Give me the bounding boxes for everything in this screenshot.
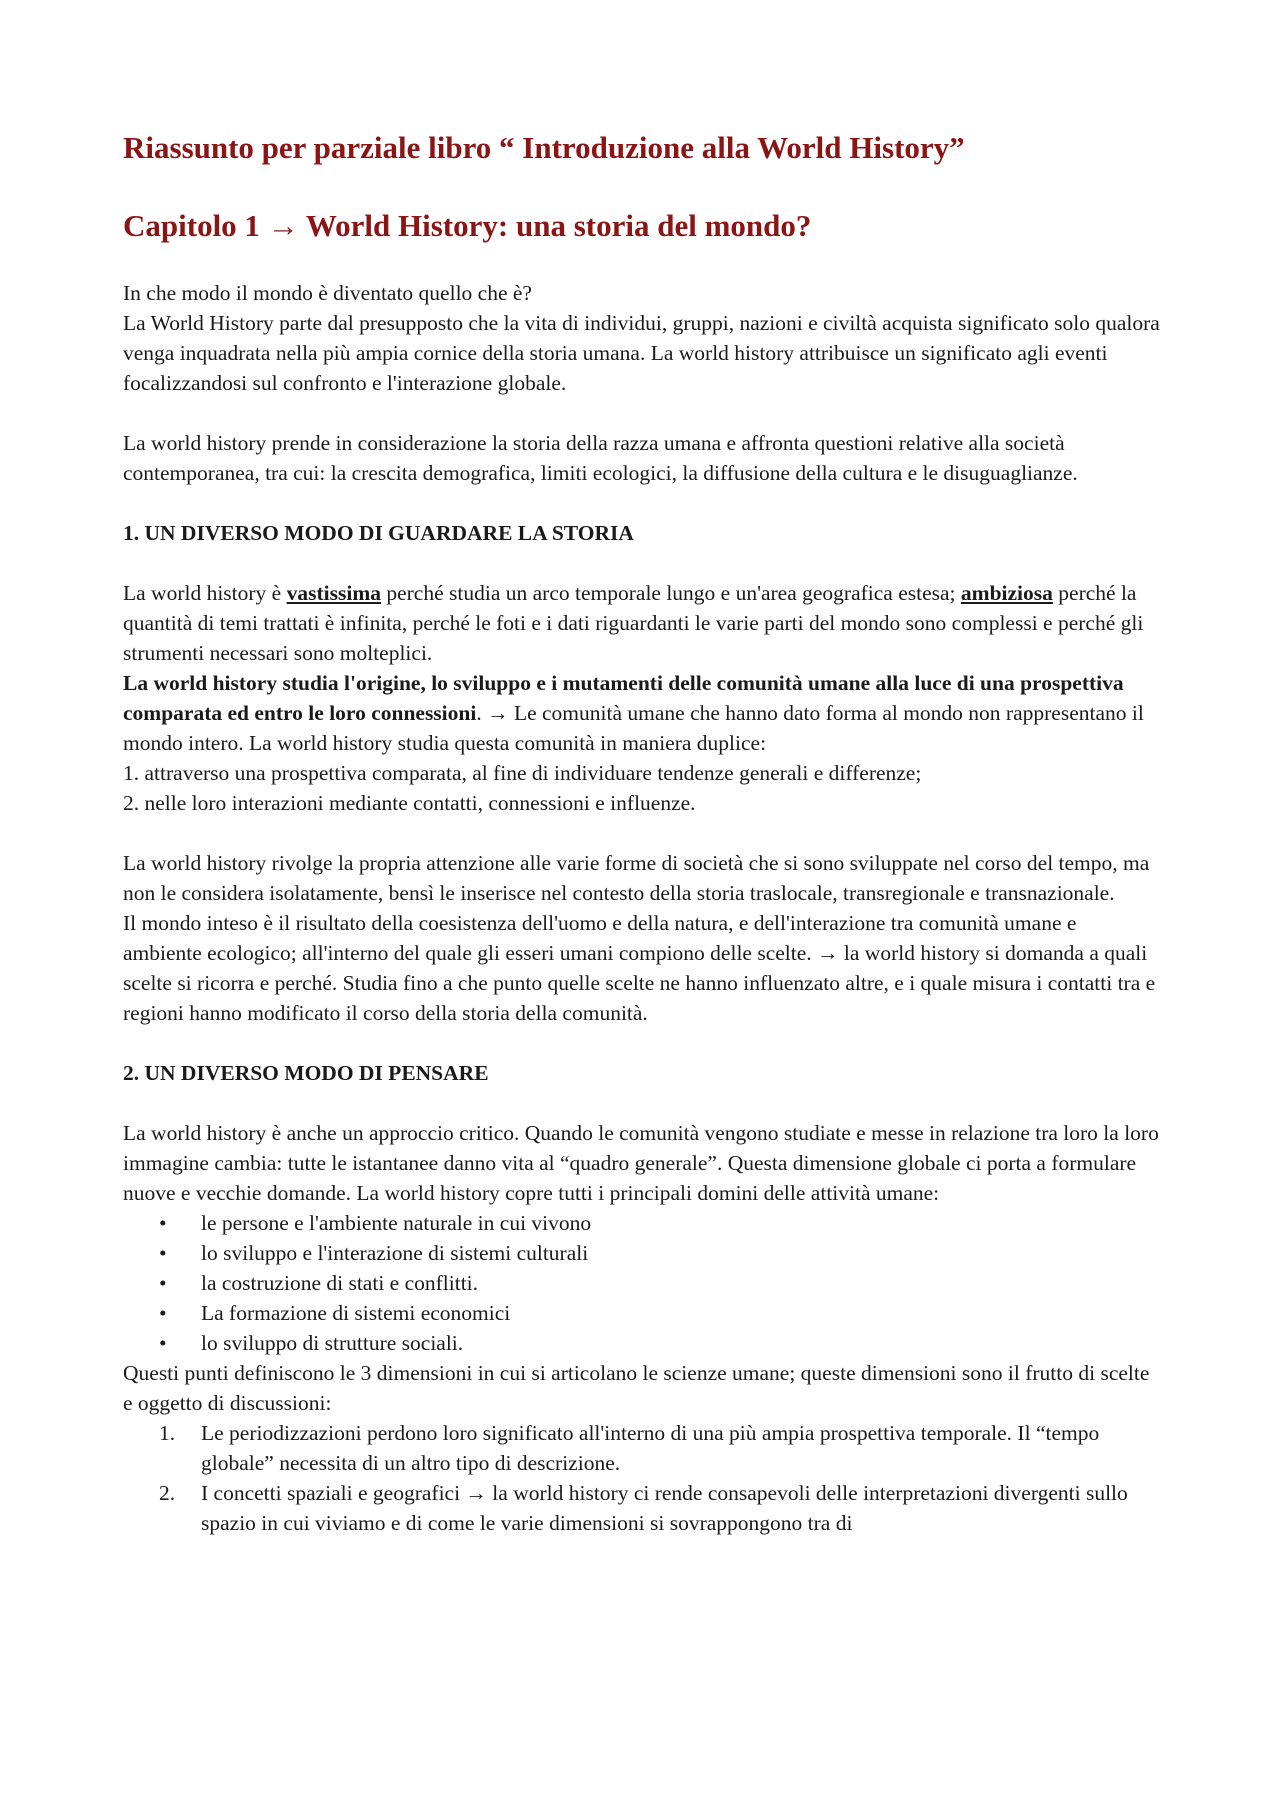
numbered-item [159, 1478, 1160, 1538]
item-number: 2. [159, 1481, 176, 1505]
list-item [159, 1208, 1160, 1238]
numbered-item-text: Le periodizzazioni perdono loro significato all'interno di una più ampia prospettiva temporale. Il “tempo globale” necessita di un altro tipo di descrizione. [201, 1421, 1100, 1475]
list-item [159, 1328, 1160, 1358]
numbered-list [123, 1418, 1160, 1538]
item-number: 1. [159, 1421, 176, 1445]
keyword-ambiziosa: ambiziosa [960, 581, 1053, 605]
keyword-vastissima: vastissima [286, 581, 381, 605]
bullet-icon: • [159, 1211, 167, 1235]
list-item-text: le persone e l'ambiente naturale in cui vivono [201, 1211, 592, 1235]
list-item-text: lo sviluppo e l'interazione di sistemi culturali [201, 1241, 589, 1265]
section-1-paragraph-a [123, 578, 1160, 668]
section-1-item-2: 2. nelle loro interazioni mediante contatti, connessioni e influenze. [123, 791, 696, 815]
section-2-heading: 2. UN DIVERSO MODO DI PENSARE [123, 1061, 489, 1085]
bullet-icon: • [159, 1241, 167, 1265]
text-run: perché la quantità di temi trattati è infinita, perché le foti e i dati riguardanti le varie parti del mondo sono complessi e perché gli strumenti necessari sono molteplici. [123, 581, 1144, 665]
intro-question: In che modo il mondo è diventato quello che è? [123, 281, 532, 305]
text-run: La world history è [123, 581, 287, 605]
intro-paragraph-1: La World History parte dal presupposto che la vita di individui, gruppi, nazioni e civiltà acquista significato solo qualora venga inquadrata nella più ampia cornice della storia umana. La world history attribuisce un significato agli eventi focalizzandosi sul confronto e l'interazione globale. [123, 311, 1160, 395]
section-1-heading: 1. UN DIVERSO MODO DI GUARDARE LA STORIA [123, 521, 634, 545]
section-1-paragraph-d: Il mondo inteso è il risultato della coesistenza dell'uomo e della natura, e dell'interazione tra comunità umane e ambiente ecologico; all'interno del quale gli esseri umani compiono delle scelte. → la world history si domanda a quali scelte si ricorra e perché. Studia fino a che punto quelle scelte ne hanno influenzato altre, e i quale misura i contatti tra e regioni hanno modificato il corso della storia della comunità. [123, 911, 1156, 1025]
text-run: . → Le comunità umane che hanno dato forma al mondo non rappresentano il mondo intero. La world history studia questa comunità in maniera duplice: [123, 701, 1144, 755]
list-item [159, 1268, 1160, 1298]
bullet-icon: • [159, 1331, 167, 1355]
section-1-item-1: 1. attraverso una prospettiva comparata, al fine di individuare tendenze generali e differenze; [123, 761, 922, 785]
section-2-paragraph-b: Questi punti definiscono le 3 dimensioni in cui si articolano le scienze umane; queste dimensioni sono il frutto di scelte e oggetto di discussioni: [123, 1361, 1150, 1415]
text-run: perché studia un arco temporale lungo e un'area geografica estesa; [380, 581, 961, 605]
section-1-paragraph-c: La world history rivolge la propria attenzione alle varie forme di società che si sono sviluppate nel corso del tempo, ma non le considera isolatamente, bensì le inserisce nel contesto della storia traslocale, transregionale e transnazionale. [123, 851, 1150, 905]
numbered-item [159, 1418, 1160, 1478]
bullet-icon: • [159, 1301, 167, 1325]
intro-paragraph-2: La world history prende in considerazione la storia della razza umana e affronta questioni relative alla società contemporanea, tra cui: la crescita demografica, limiti ecologici, la diffusione della cultura e le disuguaglianze. [123, 431, 1078, 485]
list-item-text: lo sviluppo di strutture sociali. [201, 1331, 464, 1355]
list-item [159, 1298, 1160, 1328]
bullet-icon: • [159, 1271, 167, 1295]
list-item [159, 1238, 1160, 1268]
section-2-paragraph-a: La world history è anche un approccio critico. Quando le comunità vengono studiate e messe in relazione tra loro la loro immagine cambia: tutte le istantanee danno vita al “quadro generale”. Questa dimensione globale ci porta a formulare nuove e vecchie domande. La world history copre tutti i principali domini delle attività umane: [123, 1121, 1159, 1205]
numbered-item-text: I concetti spaziali e geografici → la world history ci rende consapevoli delle interpretazioni divergenti sullo spazio in cui viviamo e di come le varie dimensioni si sovrappongono tra di [201, 1481, 1128, 1535]
bullet-list [123, 1208, 1160, 1358]
chapter-title: Capitolo 1 → World History: una storia del mondo? [123, 208, 812, 243]
list-item-text: La formazione di sistemi economici [201, 1301, 511, 1325]
section-1-paragraph-b [123, 668, 1160, 758]
document-title: Riassunto per parziale libro “ Introduzione alla World History” [123, 130, 965, 165]
definition-bold: La world history studia l'origine, lo sviluppo e i mutamenti delle comunità umane alla luce di una prospettiva comparata ed entro le loro connessioni [123, 671, 1124, 725]
list-item-text: la costruzione di stati e conflitti. [201, 1271, 479, 1295]
